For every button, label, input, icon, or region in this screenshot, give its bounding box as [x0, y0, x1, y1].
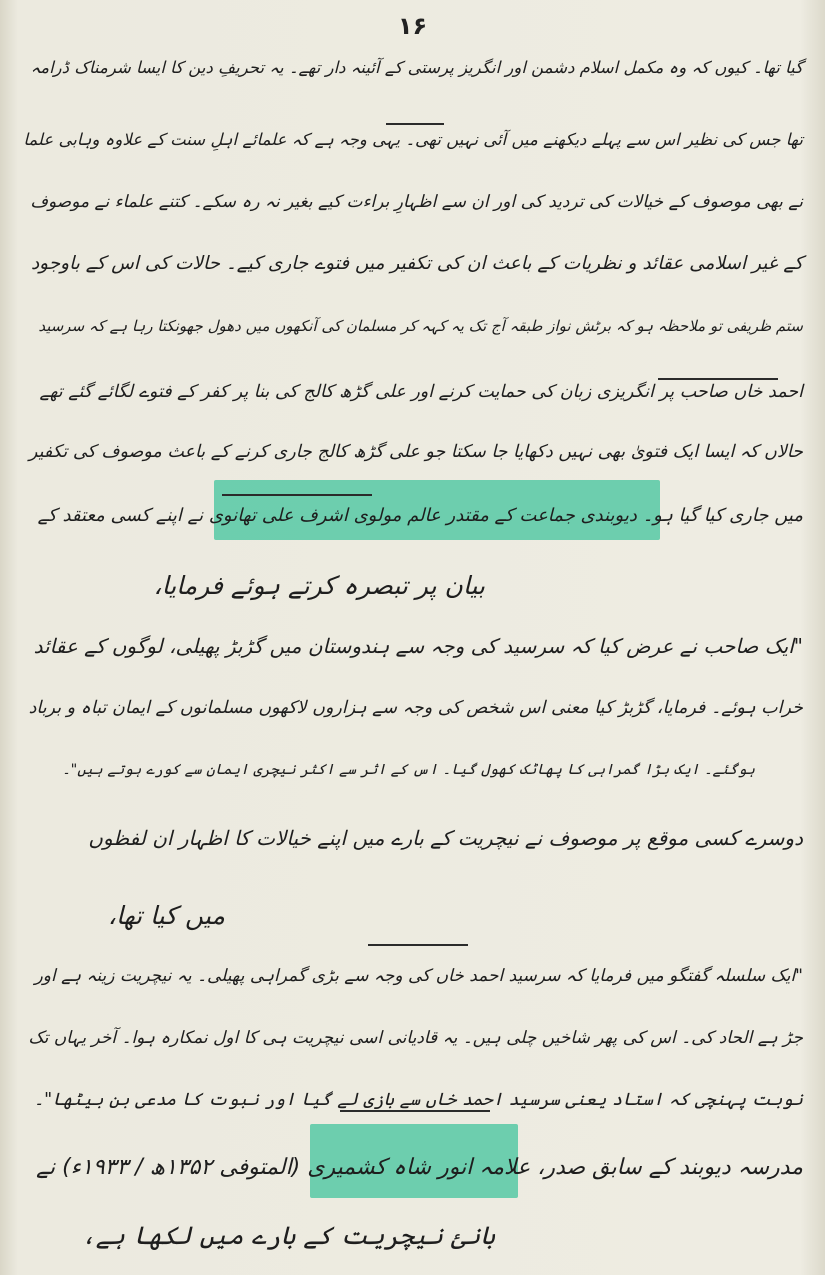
- text-line-15: "ایک سلسلہ گفتگو میں فرمایا کہ سرسید احمد خاں کی وجہ سے بڑی گمراہی پھیلی۔ یہ نیچریت زینہ ہے اور: [34, 966, 803, 986]
- text-line-11: خراب ہوئے۔ فرمایا، گڑبڑ کیا معنی اس شخص کی وجہ سے ہزاروں لاکھوں مسلمانوں کے ایمان تباہ و برباد: [28, 698, 803, 718]
- text-line-16: جڑ ہے الحاد کی۔ اس کی پھر شاخیں چلی ہیں۔ یہ قادیانی اسی نیچریت ہی کا اول نمکارہ ہوا۔ آخر یہاں تک: [28, 1028, 803, 1048]
- text-line-14: میں کیا تھا،: [107, 901, 225, 930]
- text-line-9: بیان پر تبصرہ کرتے ہوئے فرمایا،: [153, 571, 485, 600]
- page-number: ۱۶: [397, 12, 428, 40]
- text-line-2: تھا جس کی نظیر اس سے پہلے دیکھنے میں آئی نہیں تھی۔ یہی وجہ ہے کہ علمائے اہلِ سنت کے علاوہ وہابی علما: [23, 130, 803, 149]
- text-line-4: کے غیر اسلامی عقائد و نظریات کے باعث ان کی تکفیر میں فتوے جاری کیے۔ حالات کی اس کے باوجود: [30, 253, 803, 274]
- text-line-13: دوسرے کسی موقع پر موصوف نے نیچریت کے بارے میں اپنے خیالات کا اظہار ان لفظوں: [88, 826, 803, 850]
- text-line-12: ہوگئے۔ ایک بڑا گمراہی کا پھاٹک کھول گیا۔ اس کے اثر سے اکثر نیچری ایمان سے کورے ہوتے ہیں"۔: [62, 762, 755, 778]
- text-line-17: نوبت پہنچی کہ استاد یعنی سرسید احمد خاں سے بازی لے گیا اور نبوت کا مدعی بن بیٹھا"۔: [33, 1090, 803, 1110]
- text-line-19: بانیٔ نیچریت کے بارے میں لکھا ہے،: [81, 1221, 495, 1250]
- text-line-1: گیا تھا۔ کیوں کہ وہ مکمل اسلام دشمن اور انگریز پرستی کے آئینہ دار تھے۔ یہ تحریفِ دین کا ایسا شرمناک ڈرامہ: [30, 58, 803, 77]
- text-line-18: مدرسہ دیوبند کے سابق صدر، علامہ انور شاہ کشمیری (المتوفی ۱۳۵۲ھ / ۱۹۳۳ء) نے: [36, 1155, 803, 1180]
- text-line-5: ستم ظریفی تو ملاحظہ ہو کہ برٹش نواز طبقہ آج تک یہ کہہ کر مسلمان کی آنکھوں میں دھول جھونکتا رہا ہے کہ سرسید: [38, 317, 803, 335]
- text-line-6: احمد خاں صاحب پر انگریزی زبان کی حمایت کرنے اور علی گڑھ کالج کی بنا پر کفر کے فتوے لگائے گئے تھے: [39, 382, 803, 402]
- underline-mark: [368, 944, 468, 946]
- text-line-3: نے بھی موصوف کے خیالات کی تردید کی اور ان سے اظہارِ براءت کیے بغیر نہ رہ سکے۔ کتنے علماء نے موصوف: [30, 192, 803, 212]
- text-line-10: "ایک صاحب نے عرض کیا کہ سرسید کی وجہ سے ہندوستان میں گڑبڑ پھیلی، لوگوں کے عقائد: [33, 634, 803, 658]
- text-line-7: حالاں کہ ایسا ایک فتویٰ بھی نہیں دکھایا جا سکتا جو علی گڑھ کالج جاری کرنے کے باعث موصوف کی تکفیر: [28, 442, 803, 462]
- text-line-8: میں جاری کیا گیا ہو۔ دیوبندی جماعت کے مقتدر عالم مولوی اشرف علی تھانوی نے اپنے کسی معتقد کے: [37, 505, 803, 526]
